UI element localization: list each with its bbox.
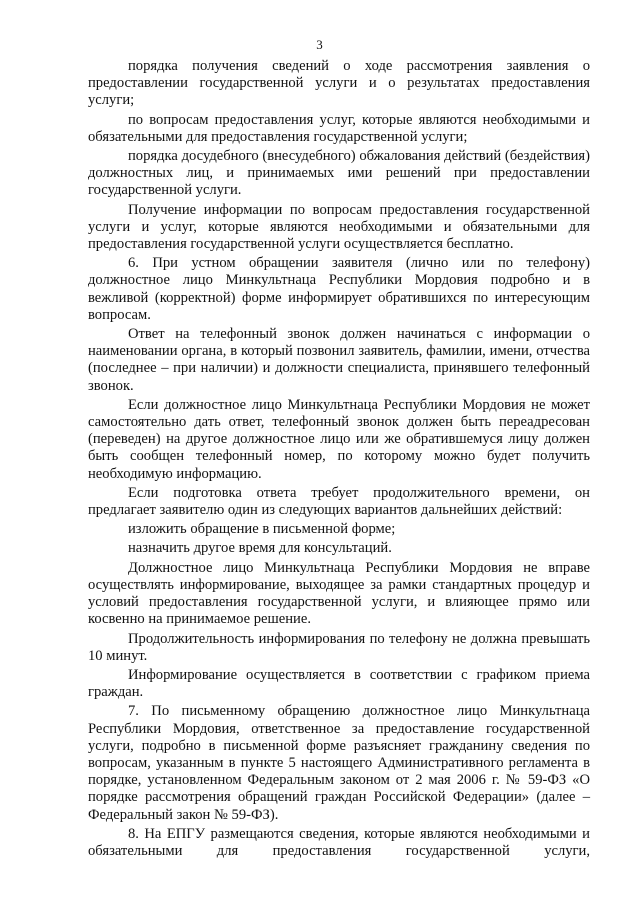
paragraph-1: порядка получения сведений о ходе рассмотрения заявления о предоставлении государственной услуги и о результатах предоставления услуги; bbox=[88, 58, 590, 109]
paragraph-2: по вопросам предоставления услуг, которые являются необходимыми и обязательными для предоставления государственной услуги; bbox=[88, 111, 590, 145]
paragraph-5: 6. При устном обращении заявителя (лично или по телефону) должностное лицо Минкультнаца Республики Мордовия подробно и в вежливой (корректной) форме информирует обратившихся по интересующим вопросам. bbox=[88, 255, 590, 323]
paragraph-6: Ответ на телефонный звонок должен начинаться с информации о наименовании органа, в который позвонил заявитель, фамилии, имени, отчества (последнее – при наличии) и должности специалиста, принявшего телефонный звонок. bbox=[88, 326, 590, 394]
paragraph-9: изложить обращение в письменной форме; bbox=[128, 521, 396, 538]
paragraph-15: 8. На ЕПГУ размещаются сведения, которые являются необходимыми и обязательными для предоставления государственной услуги, bbox=[88, 825, 590, 859]
page-number: 3 bbox=[316, 37, 323, 52]
paragraph-11: Должностное лицо Минкультнаца Республики Мордовия не вправе осуществлять информирование, выходящее за рамки стандартных процедур и условий предоставления государственной услуги, и влияющее прямо или косвенно на принимаемое решение. bbox=[88, 559, 590, 628]
paragraph-13: Информирование осуществляется в соответствии с графиком приема граждан. bbox=[88, 666, 590, 701]
document-body bbox=[88, 58, 590, 862]
paragraph-10: назначить другое время для консультаций. bbox=[128, 540, 392, 557]
paragraph-8: Если подготовка ответа требует продолжительного времени, он предлагает заявителю один из следующих вариантов дальнейших действий: bbox=[88, 484, 590, 519]
paragraph-12: Продолжительность информирования по телефону не должна превышать 10 минут. bbox=[88, 630, 590, 664]
paragraph-4: Получение информации по вопросам предоставления государственной услуги и услуг, которые являются необходимыми и обязательными для предоставления государственной услуги осуществляется бесплатно. bbox=[88, 201, 590, 253]
paragraph-3: порядка досудебного (внесудебного) обжалования действий (бездействия) должностных лиц, и принимаемых ими решений при предоставлении государственной услуги. bbox=[88, 148, 590, 199]
paragraph-7: Если должностное лицо Минкультнаца Республики Мордовия не может самостоятельно дать ответ, телефонный звонок должен быть переадресован (переведен) на другое должностное лицо или же обратившемуся лицу должен быть сообщен телефонный номер, по которому можно будет получить необходимую информацию. bbox=[88, 396, 590, 482]
paragraph-14: 7. По письменному обращению должностное лицо Минкультнаца Республики Мордовия, ответственное за предоставление государственной услуги, подробно в письменной форме разъясняет гражданину сведения по вопросам, указанным в пункте 5 настоящего Административного регламента в порядке, установленном Федеральным законом от 2 мая 2006 г. № 59-ФЗ «О порядке рассмотрения обращений граждан Российской Федерации» (далее – Федеральный закон № 59-ФЗ). bbox=[88, 703, 590, 823]
